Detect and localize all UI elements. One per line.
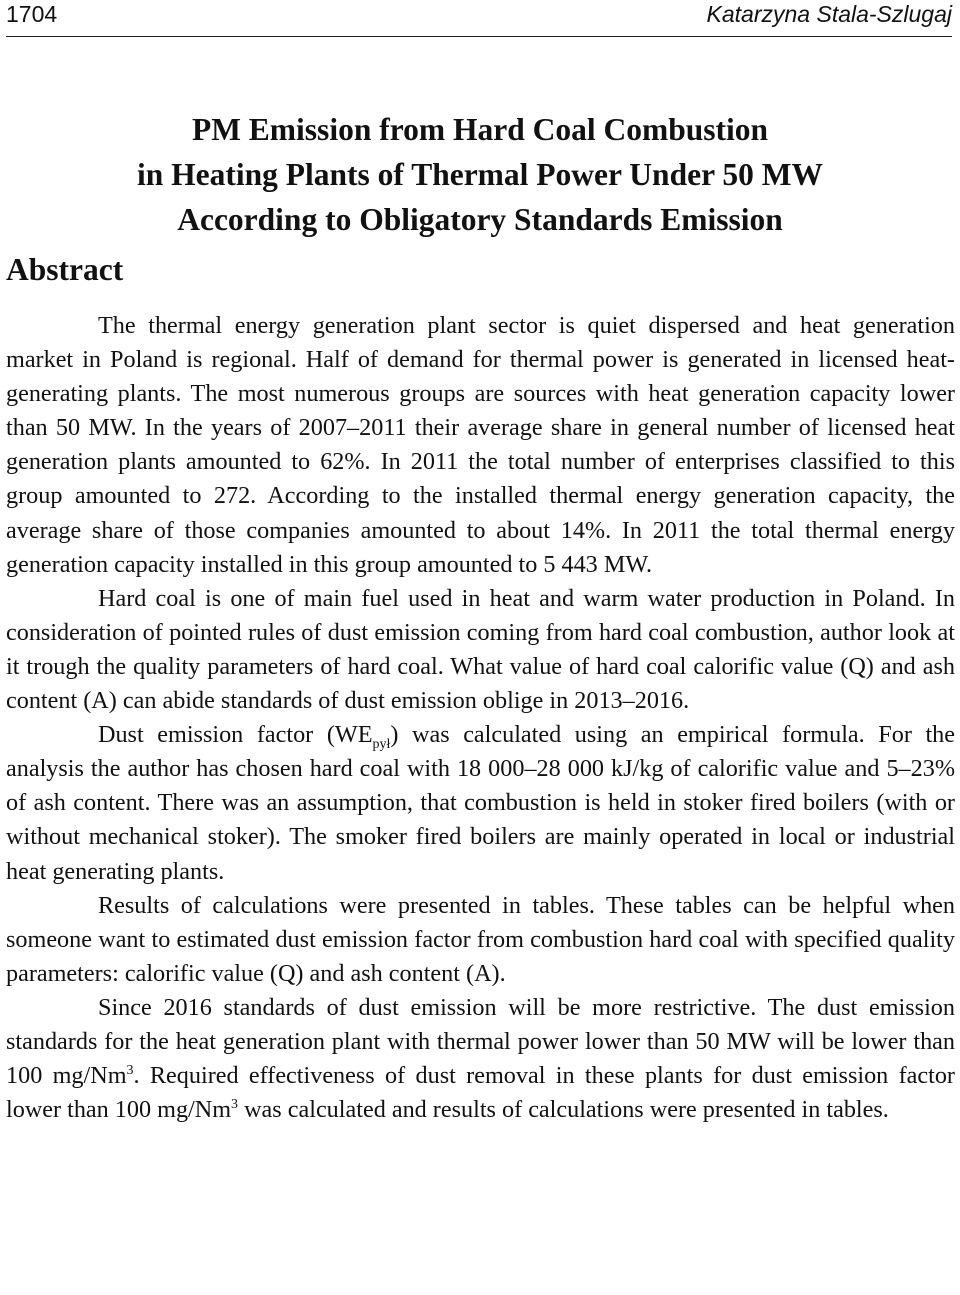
page-number: 1704 (6, 1, 58, 27)
p3-text-a: Dust emission factor (WE (98, 721, 373, 749)
running-header (6, 0, 952, 37)
p5-superscript-1: 3 (126, 1063, 134, 1078)
abstract-paragraph-5 (6, 991, 955, 1127)
p5-text-b: . Required effectiveness of dust removal in these plants for dust emission factor lower than 100 mg/Nm (6, 1062, 955, 1124)
abstract-paragraph-4: Results of calculations were presented in tables. These tables can be helpful when someone want to estimated dust emission factor from combustion hard coal with specified quality parameters: calorific value (Q) and ash content (A). (6, 891, 955, 987)
abstract-paragraph-3 (6, 718, 955, 888)
running-author: Katarzyna Stala-Szlugaj (706, 1, 952, 27)
p5-superscript-2: 3 (231, 1097, 239, 1113)
p3-text-b: ) was calculated using an empirical formula. For the analysis the author has chosen hard coal with 18 000–28 000 kJ/kg of calorific value and 5–23% of ash content. There was an assumption, that combustion is held in stoker fired boilers (with or without mechanical stoker). The smoker fired boilers are mainly operated in local or industrial heat generating plants. (6, 721, 956, 885)
title-line-3: According to Obligatory Standards Emission (177, 202, 783, 238)
abstract-heading: Abstract (6, 252, 124, 287)
title-line-2: in Heating Plants of Thermal Power Under 50 MW (137, 157, 823, 193)
abstract-paragraph-1: The thermal energy generation plant sector is quiet dispersed and heat generation market in Poland is regional. Half of demand for thermal power is generated in licensed heat-generating plants. The most numerous groups are sources with heat generation capacity lower than 50 MW. In the years of 2007–2011 their average share in general number of licensed heat generation plants amounted to 62%. In 2011 the total number of enterprises classified to this group amounted to 272. According to the installed thermal energy generation capacity, the average share of those companies amounted to about 14%. In 2011 the total thermal energy generation capacity installed in this group amounted to 5 443 MW. (6, 312, 955, 578)
p5-text-a: Since 2016 standards of dust emission will be more restrictive. The dust emission standards for the heat generation plant with thermal power lower than 50 MW will be lower than 100 mg/Nm (6, 993, 955, 1090)
title-line-1: PM Emission from Hard Coal Combustion (191, 112, 769, 148)
abstract-paragraph-2: Hard coal is one of main fuel used in heat and warm water production in Poland. In consideration of pointed rules of dust emission coming from hard coal combustion, author look at it trough the quality parameters of hard coal. What value of hard coal calorific value (Q) and ash content (A) can abide standards of dust emission oblige in 2013–2016. (6, 584, 955, 715)
paper-title (0, 107, 960, 242)
p3-subscript: pył (372, 736, 391, 752)
p5-text-c: was calculated and results of calculations were presented in tables. (238, 1096, 889, 1124)
abstract-body (6, 309, 955, 1127)
